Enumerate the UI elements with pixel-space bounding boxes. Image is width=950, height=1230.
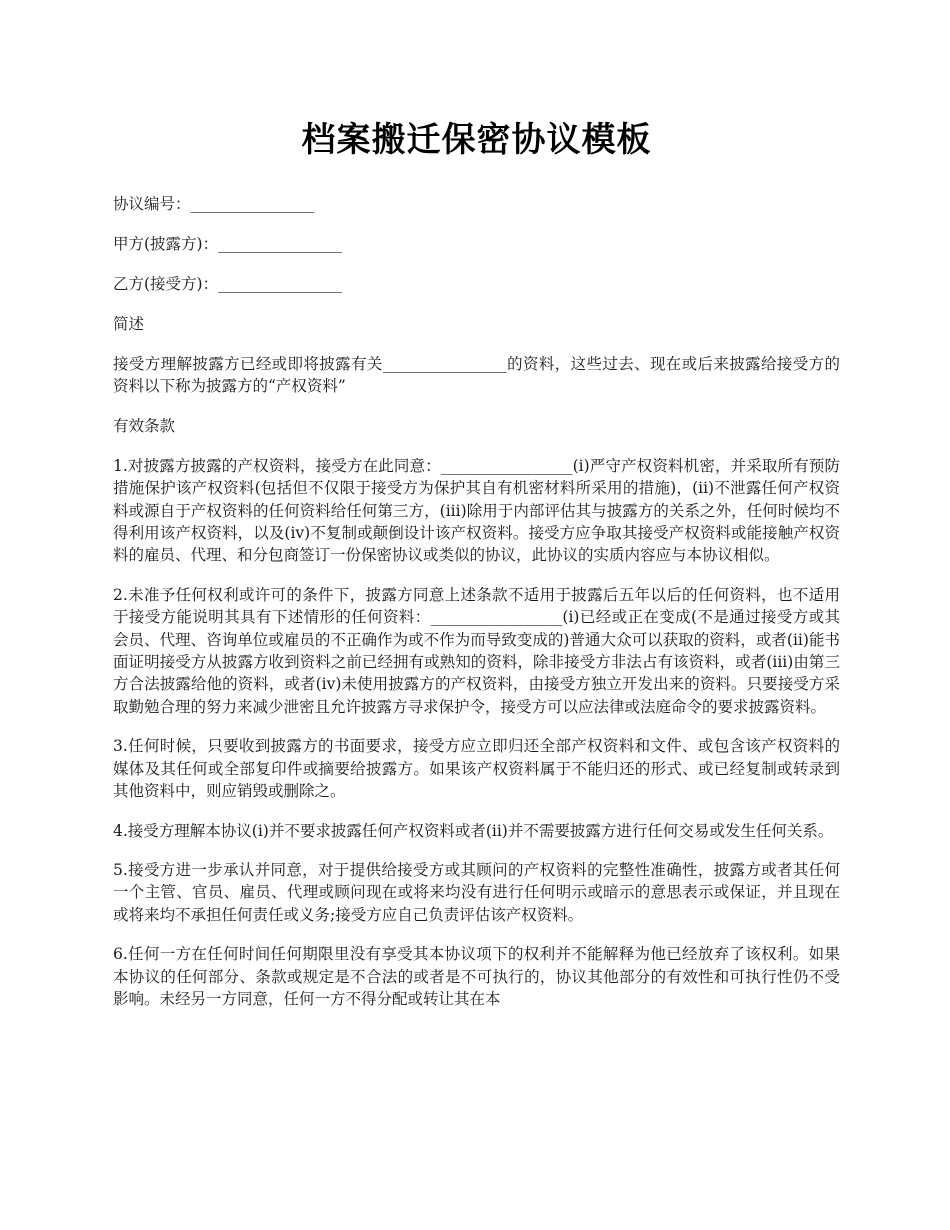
terms-heading: 有效条款 (113, 416, 176, 435)
clause-5: 5.接受方进一步承认并同意，对于提供给接受方或其顾问的产权资料的完整性准确性，披露方或者其任何一个主管、官员、雇员、代理或顾问现在或将来均没有进行任何明示或暗示的意思表示或保证，并且现在或将来均不承担任何责任或义务;接受方应自己负责评估该产权资料。 (113, 860, 840, 924)
clause-4: 4.接受方理解本协议(i)并不要求披露任何产权资料或者(ii)并不需要披露方进行任何交易或发生任何关系。 (113, 821, 834, 840)
party-a-field: 甲方(披露方)：________________ (113, 235, 343, 253)
agreement-number-field: 协议编号：________________ (113, 195, 315, 213)
clause-3: 3.任何时候，只要收到披露方的书面要求，接受方应立即归还全部产权资料和文件、或包含该产权资料的媒体及其任何或全部复印件或摘要给披露方。如果该产权资料属于不能归还的形式、或已经复制或转录到其他资料中，则应销毁或删除之。 (113, 737, 840, 801)
clause-6: 6.任何一方在任何时间任何期限里没有享受其本协议项下的权利并不能解释为他已经放弃了该权利。如果本协议的任何部分、条款或规定是不合法的或者是不可执行的，协议其他部分的有效性和可执行性仍不受影响。未经另一方同意，任何一方不得分配或转让其在本 (113, 945, 840, 1008)
clause-1: 1.对披露方披露的产权资料，接受方在此同意：_________________(i)严守产权资料机密，并采取所有预防措施保护该产权资料(包括但不仅限于接受方为保护其自有机密材料所采用的措施)，(ii)不泄露任何产权资料或源自于产权资料的任何资料给任何第三方，(iii)除用于内部评估其与披露方的关系之外，任何时候均不得利用该产权资料，以及(iv)不复制或颠倒设计该产权资料。接受方应争取其接受产权资料或能接触产权资料的雇员、代理、和分包商签订一份保密协议或类似的协议，此协议的实质内容应与本协议相似。 (113, 456, 840, 565)
document-page (113, 112, 840, 1027)
document-title: 档案搬迁保密协议模板 (301, 120, 652, 160)
summary-paragraph: 接受方理解披露方已经或即将披露有关________________的资料，这些过去、现在或后来披露给接受方的资料以下称为披露方的“产权资料” (113, 355, 840, 396)
clause-2: 2.未准予任何权利或许可的条件下，披露方同意上述条款不适用于披露后五年以后的任何资料，也不适用于接受方能说明其具有下述情形的任何资料：_________________(i)已经或正在变成(不是通过接受方或其会员、代理、咨询单位或雇员的不正确作为或不作为而导致变成的)普通大众可以获取的资料，或者(ii)能书面证明接受方从披露方收到资料之前已经拥有或熟知的资料，除非接受方非法占有该资料，或者(iii)由第三方合法披露给他的资料，或者(iv)未使用披露方的产权资料，由接受方独立开发出来的资料。只要接受方采取勤勉合理的努力来减少泄密且允许披露方寻求保护令，接受方可以应法律或法庭命令的要求披露资料。 (113, 585, 840, 716)
summary-heading: 简述 (113, 315, 145, 333)
party-b-field: 乙方(接受方)：________________ (113, 275, 343, 293)
